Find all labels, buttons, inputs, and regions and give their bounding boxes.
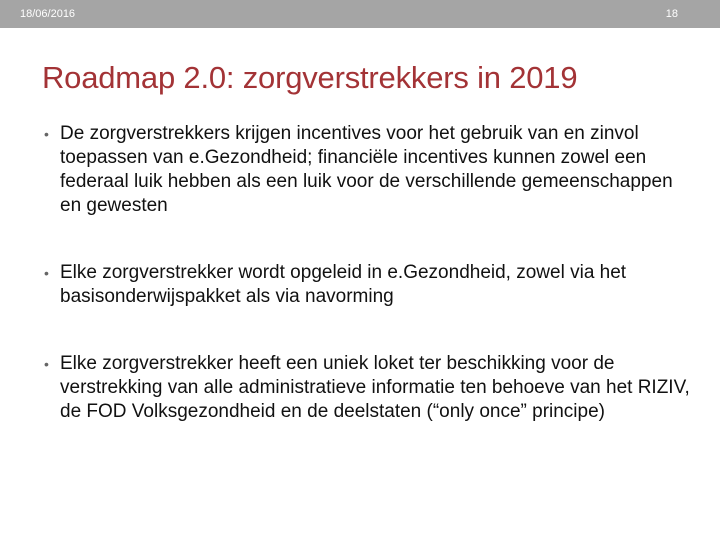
slide-number: 18	[665, 8, 678, 20]
bullet-marker: •	[44, 356, 49, 372]
bullet-item	[42, 261, 692, 309]
bullet-text: Elke zorgverstrekker wordt opgeleid in e.Gezondheid, zowel via het basisonderwijspakket als via navorming	[60, 262, 627, 307]
slide-title: Roadmap 2.0: zorgverstrekkers in 2019	[42, 60, 578, 95]
bullet-text: Elke zorgverstrekker heeft een uniek loket ter beschikking voor de verstrekking van alle administratieve informatie ten behoeve van het RIZIV, de FOD Volksgezondheid en de deelstaten (“only once” principe)	[60, 353, 690, 422]
bullet-marker: •	[44, 126, 49, 142]
header-bar	[0, 0, 720, 28]
bullet-item	[42, 352, 692, 424]
bullet-marker: •	[44, 265, 49, 281]
bullet-list	[42, 122, 692, 424]
bullet-item	[42, 122, 692, 218]
slide-date: 18/06/2016	[20, 8, 76, 20]
bullet-text: De zorgverstrekkers krijgen incentives voor het gebruik van en zinvol toepassen van e.Gezondheid; financiële incentives kunnen zowel een federaal luik hebben als een luik voor de verschillende gemeenschappen en gewesten	[60, 123, 673, 216]
